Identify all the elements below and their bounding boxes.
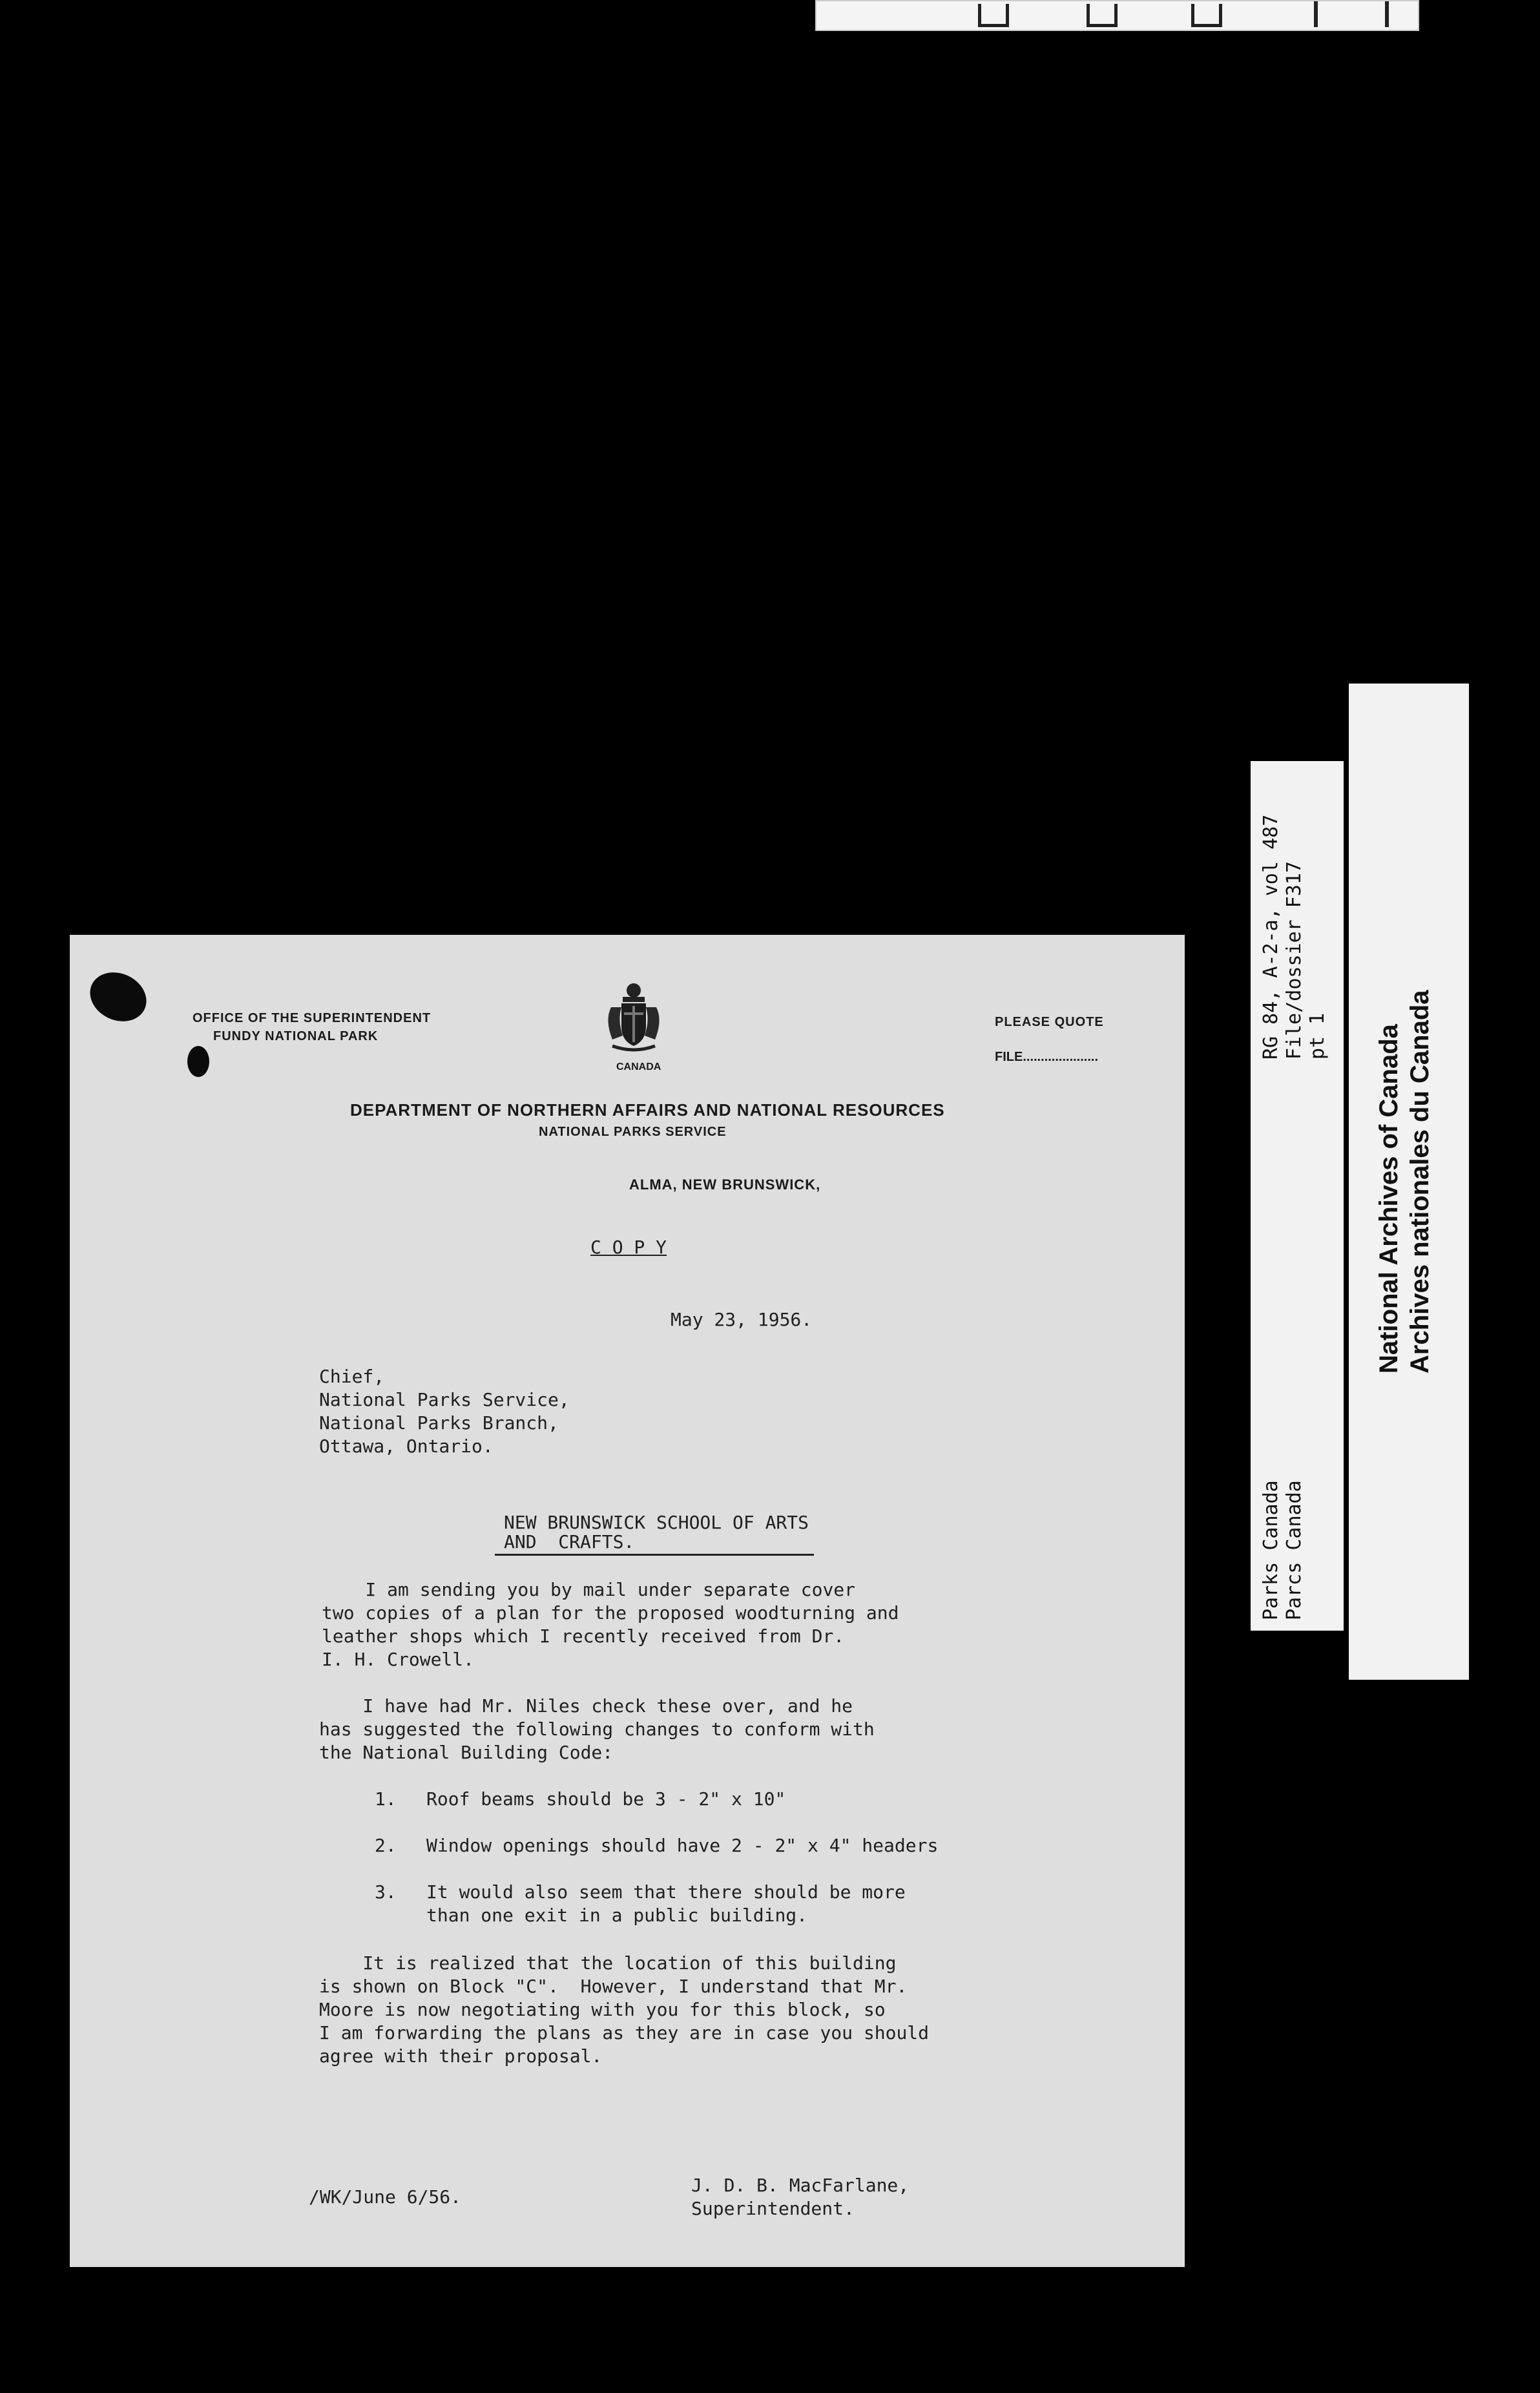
item-1-text: Roof beams should be 3 - 2" x 10" (426, 1788, 786, 1810)
paragraph-3-line-3: Moore is now negotiating with you for this block, so (319, 1999, 886, 2020)
paragraph-1-line-1: I am sending you by mail under separate cover (322, 1579, 856, 1600)
item-3-text-line-2: than one exit in a public building. (426, 1905, 808, 1926)
reference-line-2: File/dossier F317 (1283, 861, 1306, 1060)
subject-line-2: AND CRAFTS. (504, 1531, 635, 1552)
service-name: NATIONAL PARKS SERVICE (539, 1125, 727, 1139)
item-1-number: 1. (375, 1788, 397, 1810)
agency-fr: Parcs Canada (1283, 1480, 1306, 1620)
paragraph-3-line-5: agree with their proposal. (319, 2045, 603, 2067)
letter-page (70, 935, 1185, 2267)
copy-stamp: C O P Y (590, 1237, 667, 1258)
letter-date: May 23, 1956. (671, 1309, 813, 1330)
punch-hole-mark (187, 1046, 209, 1077)
paragraph-3-line-1: It is realized that the location of this building (319, 1952, 897, 1974)
archive-reference-tag (1251, 761, 1344, 1631)
reference-line-3: pt 1 (1306, 1012, 1329, 1060)
subject-underline (495, 1554, 814, 1556)
canada-coat-of-arms-icon (598, 981, 669, 1058)
department-name: DEPARTMENT OF NORTHERN AFFAIRS AND NATIONAL RESOURCES (350, 1100, 945, 1120)
item-3-number: 3. (375, 1881, 397, 1903)
paragraph-1-line-3: leather shops which I recently received from Dr. (322, 1625, 845, 1647)
reference-line-1: RG 84, A-2-a, vol 487 (1260, 814, 1282, 1060)
recipient-line-1: Chief, (319, 1366, 385, 1387)
crest-caption: CANADA (616, 1061, 661, 1072)
please-quote-label: PLEASE QUOTE (995, 1015, 1104, 1029)
recipient-line-2: National Parks Service, (319, 1389, 570, 1410)
signature-name: J. D. B. MacFarlane, (691, 2175, 910, 2196)
paragraph-2-line-2: has suggested the following changes to conform with (319, 1719, 875, 1740)
letter-location: ALMA, NEW BRUNSWICK, (629, 1176, 821, 1193)
paragraph-1-line-4: I. H. Crowell. (322, 1649, 475, 1670)
paragraph-2-line-1: I have had Mr. Niles check these over, and he (319, 1695, 853, 1717)
signature-title: Superintendent. (691, 2198, 855, 2219)
paragraph-1-line-2: two copies of a plan for the proposed woodturning and (322, 1602, 899, 1624)
paragraph-2-line-3: the National Building Code: (319, 1742, 614, 1763)
agency-en: Parks Canada (1260, 1480, 1282, 1620)
ink-blot (82, 963, 154, 1030)
subject-line-1: NEW BRUNSWICK SCHOOL OF ARTS (504, 1512, 809, 1533)
paragraph-3-line-2: is shown on Block "C". However, I understand that Mr. (319, 1976, 908, 1997)
recipient-line-4: Ottawa, Ontario. (319, 1436, 494, 1457)
reference-initials: /WK/June 6/56. (309, 2186, 462, 2208)
recipient-line-3: National Parks Branch, (319, 1412, 559, 1434)
archives-name-en: National Archives of Canada (1375, 1024, 1403, 1374)
reel-frame-strip (815, 0, 1419, 31)
national-archives-label (1349, 684, 1469, 1680)
office-line-2: FUNDY NATIONAL PARK (213, 1029, 379, 1043)
paragraph-3-line-4: I am forwarding the plans as they are in case you should (319, 2022, 930, 2043)
item-3-text-line-1: It would also seem that there should be more (426, 1881, 906, 1903)
archives-name-fr: Archives nationales du Canada (1406, 990, 1434, 1374)
file-reference-field: FILE..................... (995, 1050, 1099, 1064)
item-2-text: Window openings should have 2 - 2" x 4" headers (426, 1835, 939, 1856)
office-line-1: OFFICE OF THE SUPERINTENDENT (192, 1011, 432, 1025)
item-2-number: 2. (375, 1835, 397, 1856)
